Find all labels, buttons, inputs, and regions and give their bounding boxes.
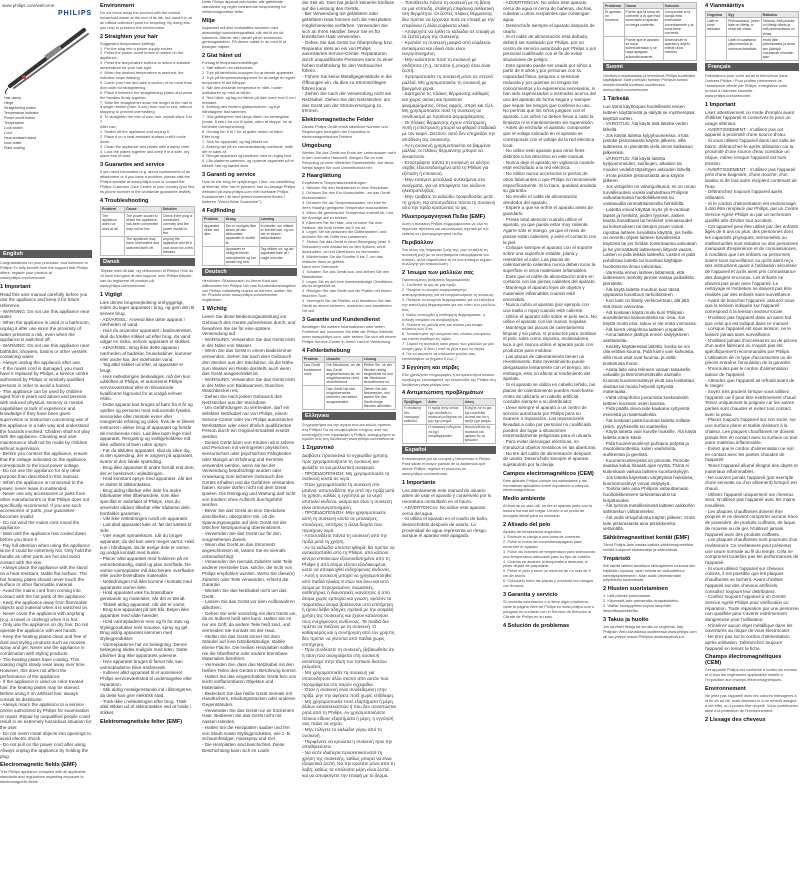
- dansk-straighten-title: 2 Glat håret ud: [202, 53, 242, 60]
- table-row: [203, 223, 297, 246]
- dansk-emf-text: Dette Philips apparat overholder alle gældende standarder og regler vedrørende eksponering for elektromagnetiske felter.: [202, 0, 288, 14]
- guarantee-text: If you need information e.g. about replacement of an attachment or if you have a problem, please visit the Philips website at www.philips.com or contact the Philips Customer Care Centre in your country (you find its phone number in the worldwide guarantee leaflet).: [100, 169, 196, 194]
- english-section-important: 1 Important: [0, 283, 31, 290]
- deutsch-important-title: 1 Wichtig: [202, 306, 227, 313]
- dansk-important-text: Læs denne brugsvejledning omhyggeligt, inden du tager apparatet i brug, og gem den til senere brug. - ADVARSEL: Anvend ikke dette apparat i nærheden af vand. - Hvis du anvender apparatet i badeværelset, skal du trække stikket ud efter brug, da vand udgør en risiko, selvom apparatet er slukket. - ADVARSEL: Brug ikke dette apparat i nærheden af badekar, brusekabiner, kummer eller andre kar, der indeholder vand. - Tag altid stikket ud efter, at apparatet er brugt. - Hvis netledningen beskadiges, må den kun udskiftes af Philips, et autoriseret Philips serviceværksted eller en tilsvarende kvalificeret fagmand for at undgå enhver risiko. - Dette apparat kan bruges af børn fra 8 år og opefter og personer med reducerede fysiske, sensoriske eller mentale evner eller manglende erfaring og viden, hvis de er blevet instrueret i sikker brug af apparatet og forstår de involverede risici. Lad ikke børn lege med apparatet. Rengøring og vedligeholdelse må ikke udføres af børn uden opsyn. - Før du tilslutter apparatet, skal du sikre dig, at den spænding, der er angivet på apparatet, svarer til den lokale spænding. - Brug ikke apparatet til andre formål end dem, der er beskrevet i vejledningen. - Hold konstant opsyn med apparatet, når det er sluttet til stikkontakten. - Brug aldrig tilbehør eller dele fra andre fabrikanter eller tilbehør/dele, som ikke specifikt er anbefalet af Philips. Hvis du anvender sådant tilbehør eller sådanne dele, bortfalder garantien. - Vikl ikke netledningen rundt om apparatet. - Lad altid apparatet køle af, før det sættes til side. - Vær meget opmærksom, når du bruger apparatet, da det kan være meget varmt. Hold kun i håndtaget, da de øvrige dele er varme, og undgå kontakt med huden. - Placer altid apparatet med holderen på en varmebestandig, stabil og plan overflade. De varme varmeplader må ikke berøre overfladen eller andre brændbare materialer. - Netledningen må ikke komme i kontakt med apparatets varme dele. - Hold apparatet væk fra brændbare genstande og materialer, når det er tændt. - Tildæk aldrig apparatet, når det er varmt. - Brug kun apparatet på tørt hår. Betjen ikke apparatet med våde hænder. - Hold varmepladerne rene og fri for støv og stylingprodukter som mousse, spray og gel. Brug aldrig apparatet sammen med stylingprodukter. - Varmepladerne har en belægning. Denne belægning slides muligvis med tiden. Dette påvirker dog ikke apparatets ydeevne. - Hvis apparatet bruges til farvet hår, kan varmepladerne blive misfarvede. - Indlever altid apparatet til et autoriseret Philips serviceværksted til undersøgelse eller reparation. - Stik aldrig metalgenstande ind i åbningerne, da dette kan give elektrisk stød. - Træk ikke i netledningen efter brug. Træk altid stikket ud af stikkontakten ved at holde i stikket.: [100, 299, 195, 716]
- table-header: Ongelma: [706, 12, 727, 18]
- table-cell: Pistorasiassa, johon laite on liitetty, ei ehkä ole virtaa.: [727, 18, 762, 37]
- table-row: [203, 246, 297, 265]
- table-row: [101, 236, 195, 255]
- table-cell: Das Gerät funktioniert nicht.: [303, 362, 325, 385]
- legend-item: Ionic outlet: [4, 141, 22, 145]
- dansk-guarantee-text: Hvis du har brug for oplysninger, f.eks. om udskiftning af tilbehør, eller har et problem, kan du besøge Philips' websted på www.philips.com eller kontakte Philips Kundecenter i dit land (telefonnummeret findes i folderen "World-Wide Guarantee").: [202, 179, 298, 204]
- table-header: Λύση: [463, 399, 495, 405]
- deutsch-emf-title: Elektromagnetische Felder: [302, 117, 374, 124]
- table-cell: The power socket to which the appliance has been connected may not be live.: [125, 213, 162, 236]
- suomi-troubleshooting-title: 4 Vianmääritys: [705, 3, 745, 9]
- table-row: [403, 424, 496, 443]
- table-cell: Die Steckdose, an die das Gerät angeschlossen ist, ist möglicherweise nicht stromführend.: [326, 363, 361, 385]
- table-header: Solution: [161, 206, 194, 212]
- table-header: Αιτία: [427, 399, 464, 405]
- greek-important-text: Διαβάστε προσεκτικά το εγχειρίδιο χρήσης πριν χρησιμοποιήσετε τη συσκευή και φυλάξτε το για μελλοντική αναφορά. - ΠΡΟΕΙΔΟΠΟΙΗΣΗ: Μη χρησιμοποιείτε τη συσκευή κοντά σε νερό. - Όταν χρησιμοποιείτε τη συσκευή στο μπάνιο, αποσυνδέστε την από την πρίζα μετά τη χρήση, καθώς η εγγύτητα με το νερό αποτελεί κίνδυνο, ακόμα και όταν η συσκευή είναι απενεργοποιημένη. - ΠΡΟΕΙΔΟΠΟΙΗΣΗ: Μην χρησιμοποιείτε αυτή τη συσκευή κοντά σε μπανιέρες, ντουζιέρες, νιπτήρες ή άλλα δοχεία που περιέχουν νερό. - Αποσυνδέετε πάντα τη συσκευή από την πρίζα μετά τη χρήση. - Αν το καλώδιο υποστεί φθορά, θα πρέπει να αντικατασταθεί από τη Philips, από κάποιο κέντρο επισκευών εξουσιοδοτημένο από τη Philips ή από άτομα εξίσου εξειδικευμένα, ώστε να αποφευχθεί ενδεχόμενος κίνδυνος. - Αυτή η συσκευή μπορεί να χρησιμοποιηθεί από παιδιά ηλικίας 8 ετών και άνω και από άτομα με περιορισμένες σωματικές, αισθητήριες ή διανοητικές ικανότητες ή από άτομα χωρίς εμπειρία και γνώση, εφόσον τα παραπάνω άτομα βρίσκονται υπό επιτήρηση ή έχουν λάβει οδηγίες σχετικά με την ασφαλή χρήση της συσκευής και έχουν κατανοήσει τους ενεχόμενους κινδύνους. Τα παιδιά δεν πρέπει να παίζουν με τη συσκευή. Ο καθαρισμός και η συντήρηση από τον χρήστη δεν πρέπει να γίνονται από παιδιά χωρίς επιτήρηση. - Πριν συνδέσετε τη συσκευή, βεβαιωθείτε ότι η τάση που αναγράφεται στη συσκευή αντιστοιχεί στην τάση του τοπικού δικτύου ρεύματος. - Μη χρησιμοποιείτε τη συσκευή για οποιονδήποτε άλλο σκοπό από αυτόν που περιγράφεται στο παρόν εγχειρίδιο. - Όταν η συσκευή είναι συνδεδεμένη στην πρίζα, μην την αφήνετε ποτέ χωρίς επίβλεψη. - Μη χρησιμοποιείτε ποτέ εξαρτήματα ή μέρη άλλων κατασκευαστών ή που δεν συνιστώνται ρητά από τη Philips. Αν χρησιμοποιήσετε τέτοιου είδους εξαρτήματα ή μέρη, η εγγύησή σας παύει να ισχύει. - Μην τυλίγετε το καλώδιο γύρω από τη συσκευή. - Περιμένετε να κρυώσει η συσκευή πριν την αποθηκεύσετε. - Να είστε ιδιαίτερα προσεκτικοί κατά τη χρήση της συσκευής, καθώς μπορεί να είναι εξαιρετικά ζεστή. Να την κρατάτε μόνο από τη λαβή, καθώς τα υπόλοιπα μέρη είναι ζεστά, και να αποφεύγετε την επαφή με το δέρμα.: [302, 453, 396, 778]
- suomi-guarantee-title: 3 Takuu ja huolto: [603, 616, 649, 623]
- dansk-guarantee-title: 3 Garanti og service: [202, 172, 256, 179]
- table-cell: Puede que la toma de corriente a la que está conectado el aparato no tenga corriente.: [624, 9, 663, 37]
- francais-intro: Félicitations pour votre achat et bienvenue dans l'univers Philips ! Pour profiter pleinement de l'assistance offerte par Philips, enregistrez votre produit à l'adresse suivante : www.philips.com/welcome.: [705, 72, 789, 98]
- suomi-emf-title: Sähkömagneettiset kentät (EMF): [603, 534, 690, 541]
- philips-logo: PHILIPS: [58, 10, 93, 17]
- column-2: [100, 0, 195, 881]
- greek-environment-title: Περιβάλλον: [402, 239, 434, 246]
- legend-item: Hair clamp: [4, 96, 22, 100]
- table-cell: [203, 246, 225, 265]
- francais-emf-text: Cet appareil Philips est conforme à toutes les normes et à tous les règlements applicables relatifs à l'exposition aux champs électromagnétiques.: [705, 667, 799, 683]
- table-row: [303, 386, 396, 409]
- parts-legend: [4, 96, 39, 151]
- deutsch-guarantee-text: Benötigen Sie weitere Informationen oder treten Probleme auf, besuchen Sie bitte die Philips Website unter www.philips.com, oder setzen Sie sich mit einem Philips Service-Center in Ihrem Land in Verbindung.: [302, 323, 397, 344]
- dansk-troubleshooting-title: 4 Fejlfinding: [202, 207, 235, 214]
- table-header: Ratkaisu: [761, 12, 798, 18]
- table-cell: [403, 424, 427, 443]
- environment-title: Environment: [100, 3, 135, 9]
- table-row: [604, 9, 697, 37]
- espanol-environment-text: Al final de su vida útil, no tire el aparato junto con la basura normal del hogar. Llévelo a un punto de recogida oficial para su reciclado.: [503, 503, 593, 519]
- miljo-title: Miljø: [202, 17, 215, 24]
- table-cell: Das Gerät hat sich möglicherweise überhitzt und selbst ausgeschaltet.: [325, 386, 362, 409]
- suomi-intro: Onnittelut ostoksestasi ja tervetuloa Philips-tuotteiden käyttäjäksi! Saat parhaan hyödyn Philipsin tuesta rekisteröimällä tuotteesi osoitteessa www.philips.com/welcome.: [603, 72, 697, 93]
- table-header: Πρόβλημα: [403, 399, 427, 405]
- table-header: Syy: [727, 12, 762, 18]
- table-cell: Apparatet virker slet ikke.: [203, 223, 225, 246]
- table-cell: Puede que el aparato se haya sobrecalentado y se haya apagado automáticamente.: [624, 37, 663, 60]
- column-6: [503, 0, 597, 881]
- espanol-troubleshooting-title: 4 Solución de problemas: [503, 622, 570, 629]
- legend-item: Straightening plates: [4, 106, 36, 110]
- deutsch-important-text: Lesen Sie diese Bedienungsanleitung vor Gebrauch des Geräts aufmerksam durch, und bewahren Sie sie für eine spätere Verwendung auf. - WARNUNG: Verwenden Sie das Gerät nicht in der Nähe von Wasser. - Wenn Sie das Gerät in einem Badezimmer verwenden, ziehen Sie nach dem Gebrauch den Stecker aus der Steckdose, da die Nähe zum Wasser ein Risiko darstellt, auch wenn das Gerät ausgeschaltet ist. - WARNUNG: Verwenden Sie das Gerät nicht in der Nähe von Badewannen, Duschen, Waschbecken etc. - Ziehen Sie nach jedem Gebrauch den Netzstecker aus der Steckdose. - Um Gefährdungen zu vermeiden, darf ein defektes Netzkabel nur von Philips, einem Service-Center oder von Philips autorisierten Werkstätten oder einer ähnlich qualifizierten Person durch ein Original-Ersatzteil ersetzt werden. - Dieses Gerät kann von Kindern ab 8 Jahren und Personen mit verringerten physischen, sensorischen oder psychischen Fähigkeiten oder Mangel an Erfahrung und Kenntnis verwendet werden, wenn sie bei der Verwendung beaufsichtigt wurden oder Anweisung zum sicheren Gebrauch des Geräts erhalten und die Gefahren verstanden haben. Kinder dürfen nicht mit dem Gerät spielen. Die Reinigung und Wartung darf nicht von Kindern ohne Aufsicht durchgeführt werden. - Bevor Sie das Gerät an eine Steckdose anschließen, überprüfen Sie, ob die Spannungsangabe auf dem Gerät mit der örtlichen Netzspannung übereinstimmt. - Verwenden Sie das Gerät nur für den vorgesehenen Zweck. - Wenn das Gerät an das Stromnetz angeschlossen ist, lassen Sie es niemals unbeaufsichtigt. - Verwenden Sie niemals Zubehör oder Teile anderer Hersteller bzw. solche, die nicht von Philips empfohlen wurden. Wenn Sie diese(s) Zubehör oder Teile verwenden, erlischt die Garantie. - Wickeln Sie das Netzkabel nicht um das Gerät. - Lassen Sie das Gerät vor dem Aufbewahren abkühlen. - Gehen Sie sehr vorsichtig mit dem Gerät um, da es äußerst heiß sein kann. Halten Sie es nur am Griff, da andere Teile heiß sind, und vermeiden Sie Kontakt mit der Haut. - Stellen Sie das Gerät immer mit dem Ständer auf eine hitzebeständige, stabile ebene Fläche. Die heißen Heizplatten sollten nie die Oberfläche oder andere brennbare Materialien berühren. - Vermeiden Sie, dass das Netzkabel mit den heißen Teilen des Geräts in Berührung kommt. - Halten Sie das eingeschaltete Gerät fern von leicht entflammbaren Objekten und Materialien. - Bedecken Sie das heiße Gerät niemals mit Handtüchern, Kleidungsstücken oder anderen Gegenständen. - Verwenden Sie das Gerät nur an trockenem Haar. Bedienen Sie das Gerät nicht mit nassen Händen. - Halten Sie die Heizplatten sauber und frei von Staub sowie Stylingprodukten, wie z. B. Schaumfestiger, Haarspray und Gel. - Die Heizplatten sind beschichtet. Diese Beschichtung kann sich im Laufe: [202, 314, 297, 753]
- table-header: Causa: [624, 3, 663, 9]
- francais-environment-title: Environnement: [705, 686, 746, 693]
- table-cell: Prüfen Sie, ob der Stecker richtig eingesteckt ist und die Steckdose stromführend ist.: [362, 362, 395, 385]
- francais-environment-text: Ne jetez pas l'appareil avec les ordures ménagères à la fin de sa vie, mais déposez-le à un endroit assigné à cet effet, où il pourra être recyclé. Vous contribuerez ainsi à la protection de l'environnement.: [705, 693, 800, 713]
- greek-environment-text: Στο τέλος της διάρκειας ζωής της, μην πετάξετε τη συσκευή μαζί με τα συνηθισμένα απορρίμματα του σπιτιού, αλλά παραδώστε τη σε ένα επίσημο σημείο συλλογής για ανακύκλωση.: [402, 246, 493, 267]
- espanol-emf-title: Campos electromagnéticos (CEM): [503, 470, 594, 477]
- table-cell: Η πρίζα στην οποία έχει συνδεθεί η συσκευή ενδέχεται να μην έχει ρεύμα.: [428, 406, 462, 424]
- espanol-environment-title: Medio ambiente: [503, 496, 546, 503]
- greek-troubleshooting-title: 4 Αντιμετώπιση προβλημάτων: [402, 390, 484, 397]
- environment-text: Do not throw away the product with the normal household waste at the end of its life, but hand it in at an official collection point for recycling. By doing this, you help to preserve the environment.: [100, 10, 193, 30]
- table-header: Cause: [125, 206, 162, 212]
- espanol-important-text: Lea atentamente este manual de usuario antes de usar el aparato y consérvelo por si necesitara consultarlo en el futuro. - ADVERTENCIA: No utilice este aparato cerca del agua. - Si utiliza el aparato en el cuarto de baño, desenchúfelo después de usarlo. La proximidad de agua representa un riesgo, aunque el aparato esté apagado.: [402, 487, 492, 539]
- dansk-emf-title: Elektromagnetiske felter (EMF): [100, 718, 183, 725]
- table-cell: Unplug the appliance and let it cool down for a few minutes.: [162, 237, 193, 255]
- straighten-title: 2 Straighten your hair: [100, 33, 158, 40]
- francais-important-title: 1 Important: [705, 101, 736, 108]
- espanol-guarantee-title: 3 Garantía y servicio: [503, 591, 558, 598]
- table-cell: Irrota laite pistorasiasta ja anna sen jäähtyä muutaman minuutin ajan.: [761, 37, 798, 60]
- table-header: Problem: [101, 206, 125, 212]
- dansk-intro: Tillykke med dit køb, og velkommen til Philips! Hvis du vil have fuld gavn af den support, som Philips tilbyder, kan du registrere dit produkt på www.philips.com/welcome.: [100, 267, 195, 288]
- table-cell: The appliance may have overheated and switched itself off.: [125, 236, 162, 255]
- legend-item: Hinge: [4, 101, 14, 105]
- language-header-deutsch: Deutsch: [202, 268, 297, 276]
- deutsch-straighten-steps: Empfohlene Temperatureinstellungen 1 Stecken Sie den Netzstecker in eine Steckdose. 2 Drücken Sie den Ein-/Ausschalter, um das Gerät einzuschalten. 3 Drücken Sie die Temperaturtasten, um eine für Ihren Haartyp geeignete Temperatur auszuwählen. 4 Wenn die gewünschte Temperatur erreicht ist, hört die Anzeige auf zu blinken. 5 Kämmen Sie Ihr Haar, und nehmen Sie eine Strähne, die nicht breiter als 5 cm ist. 6 Legen Sie sie zwischen die Glätterplatten, und drücken Sie die Griffe fest zusammen. 7 Ziehen Sie das Gerät in einer Bewegung (max. 5 Sekunden) vom Ansatz bis zu den Spitzen, ohne anzuhalten, um ein Überhitzen zu vermeiden. 8 Wiederholen Sie die Schritte 5 bis 7, um das restliche Haar zu glätten. Nach dem Gebrauch: 1 Schalten Sie das Gerät aus, und ziehen Sie den Netzstecker. 2 Legen Sie es auf eine hitzebeständige Oberfläche, bis es abgekühlt ist. 3 Reinigen Sie das Gerät und die Platten mit einem feuchten Tuch. 4 Verriegeln Sie die Platten, und bewahren Sie das Gerät an einem sicheren, trockenen und staubfreien Ort auf.: [302, 180, 394, 313]
- greek-important-continued: - Τοποθετείτε πάντα τη συσκευή με τη βάση σε μια επίπεδη, σταθερή επιφάνεια ανθεκτική στη θερμότητα. Οι ζεστές πλάκες θέρμανσης δεν πρέπει να έρχονται ποτέ σε επαφή με την επιφάνεια ή άλλα εύφλεκτα υλικά. - Αποφύγετε να έρθει το καλώδιο σε επαφή με τα ζεστά μέρη της συσκευής. - Κρατάτε τη συσκευή μακριά από εύφλεκτα αντικείμενα και υλικά όταν είναι ενεργοποιημένη. - Μην καλύπτετε ποτέ τη συσκευή με οτιδήποτε (π.χ. πετσέτα ή ρούχα) όταν είναι ζεστή. - Χρησιμοποιείτε τη συσκευή μόνο σε στεγνά μαλλιά. Μη χρησιμοποιείτε τη συσκευή με βρεγμένα χέρια. - Διατηρείτε τις πλάκες θέρμανσης καθαρές και χωρίς σκόνη και προϊόντα φορμαρίσματος, όπως αφρός, σπρέι και τζελ. Μη χρησιμοποιείτε ποτέ τη συσκευή σε συνδυασμό με προϊόντα φορμαρίσματος. - Οι πλάκες θέρμανσης έχουν επίστρωση. Αυτή η επίστρωση μπορεί να φθαρεί σταδιακά με τον καιρό. Ωστόσο, αυτό δεν επηρεάζει την απόδοση της συσκευής. - Αν η συσκευή χρησιμοποιείται σε βαμμένα μαλλιά, οι πλάκες θέρμανσης μπορεί να λεκιαστούν. - Επιστρέφετε πάντα τη συσκευή σε κέντρο σέρβις εξουσιοδοτημένο από τη Philips για εξέταση ή επισκευή. - Μην εισάγετε μεταλλικά αντικείμενα στα ανοίγματα, για να αποφύγετε τον κίνδυνο ηλεκτροπληξίας. - Μην τραβάτε το καλώδιο τροφοδοσίας μετά τη χρήση. Να αποσυνδέετε πάντα τη συσκευή από την πρίζα κρατώντας το φις.: [402, 0, 496, 211]
- table-cell: [303, 386, 325, 409]
- greek-emf-text: Αυτή η συσκευή Philips συμμορφώνεται με όλα τα ισχύοντα πρότυπα και κανονισμούς σχετικά με την έκθεση σε ηλεκτρομαγνητικά πεδία.: [402, 221, 490, 236]
- francais-emf-title: Champs électromagnétiques (CEM): [705, 654, 782, 667]
- espanol-straighten-steps: Ajustes de temperatura sugeridos 1 Enchufe la clavija a una toma de corriente. 2 Pulse el botón de encendido/apagado para encender el aparato. 3 Pulse los botones de temperatura para seleccionar una temperatura adecuada para su tipo de cabello. 4 Cuando se alcance la temperatura deseada, el piloto dejará de parpadear. 5 Peine el pelo y tome un mechón de no más de 5 cm de ancho. 6 Colóquelo entre las placas y presione los mangos con firmeza.: [503, 529, 596, 589]
- language-header-english: English: [0, 250, 92, 258]
- greek-important-title: 1 Σημαντικό: [302, 445, 334, 452]
- english-emf-title: Electromagnetic fields (EMF): [0, 762, 77, 769]
- table-header: Lösung: [362, 356, 395, 362]
- table-row: [706, 37, 799, 60]
- greek-emf-title: Ηλεκτρομαγνητικά Πεδία (EMF): [402, 214, 485, 221]
- greek-guarantee-text: Εάν χρειάζεστε πληροφορίες ή αντιμετωπίζετε κάποιο πρόβλημα, επισκεφτείτε την ιστοσελίδα της Philips στη διεύθυνση www.philips.com.: [402, 371, 497, 387]
- suomi-important-text: Lue tämä käyttöopas huolellisesti ennen laitteen käyttämistä ja säilytä se myöhempää käyttöä varten. - VAROITUS: Älä käytä tätä laitetta veden lähellä. - Jos käytät laitetta kylpyhuoneessa, irrota pistoke pistorasiasta käytön jälkeen, sillä laitteessa on jännitettä vielä virran katkaisun jälkeenkin. - VAROITUS: Älä käytä laitetta kylpyammeiden, suihkujen, altaiden tai muiden vedellä täytettyjen astioiden lähellä. - Irrota pistoke pistorasiasta aina käytön jälkeen. - Jos virtajohto on vahingoittunut, se on oman turvallisuutesi vuoksi vaihdettava Philipsin valtuuttamassa huoltoliikkeessä tai vastaavalla ammattitaitoisella henkilöllä. - Laitetta voivat käyttää myös yli 8-vuotiaat lapset ja henkilöt, joiden fyysiset, aistien kautta havaittavat tai henkiset ominaisuudet tai kokemuksen tai tietojen puute voivat rajoittaa laitteen turvallista käyttöä, jos heille on annettu ohjeet laitteen turvallisesta käytöstä tai jos heidän toimintaansa valvotaan ja he ymmärtävät laitteeseen liittyvät vaarat. Lasten ei pidä leikkiä laitteella. Lasten ei pidä puhdistaa laitetta tai suorittaa käyttäjän huoltotoimia ilman valvontaa. - Varmista ennen laitteen liittämistä, että laitteeseen merkitty jännite vastaa paikallista jännitettä. - Älä käytä laitetta muuhun kuin tässä oppaassa kuvattuun tarkoitukseen. - Kun laite on liitetty verkkovirtaan, älä jätä sitä ilman valvontaa. - Älä koskaan käytä muita kuin Philipsin suosittelemia lisävarusteita tai -osia. Jos käytät muita osia, takuu ei ole enää voimassa. - Älä kierrä virtajohtoa laitteen ympärille. - Anna laitteen jäähtyä ennen säilytykseen asettamista. - Keskity käyttäessäsi laitetta, koska se voi olla erittäin kuuma. Pidä kiinni vain kahvasta, sillä muut osat ovat kuumia, ja vältä kosketusta ihoon. - Aseta laite aina telineen varaan tasaiselle, vakaalle ja lämmönkestävälle alustalle. Kuumat kuumennuslevyt eivät saa koskettaa alustaa tai muuta helposti syttyvää materiaalia. - Vältä virtajohdon joutumista kosketuksiin laitteen kuumien osien kanssa. - Pidä päällä oleva laite kaukana syttyvistä esineistä ja materiaaleista. - Älä koskaan peitä kuumaa laitetta millään (esim. pyyhkeellä tai vaatteella). - Käytä laitetta vain kuiville hiuksille. Älä käytä laitetta märin käsin. - Pidä kuumennuslevyt puhtaina pölystä ja muotoilutuotteista, kuten vaahdosta, suihkeesta ja geelistä. - Kuumennuslevyissä on pinnoite. Pinnoite saattaa kulua hitaasti ajan myötä. Tämä ei kuitenkaan vaikuta laitteen suorituskykyyn. - Jos laitetta käytetään värjätyissä hiuksissa, kuumennuslevyt voivat värjäytyä. - Toimita laite aina Philipsin valtuuttamaan huoltoliikkeeseen tarkistettavaksi tai korjattavaksi. - Älä työnnä metalliesineitä laitteen aukkoihin sähköiskun välttämiseksi. - Älä vedä virtajohdosta käytön jälkeen. Irrota laite pistorasiasta aina pistokkeesta vetämällä.: [603, 104, 697, 532]
- legend-item: Temperature: [4, 121, 25, 125]
- espanol-guarantee-text: Si necesita información o si tiene algún problema, visite la página Web de Philips en www.philips.com o póngase en contacto con el Servicio de Atención al Cliente de Philips en su país.: [503, 598, 596, 619]
- table-cell: [604, 37, 625, 60]
- table-cell: El aparato no funciona.: [604, 9, 625, 37]
- dansk-important-title: 1 Vigtigt: [100, 291, 122, 298]
- legend-item: Power on/off button: [4, 116, 36, 120]
- suomi-guarantee-text: Jos tarvitset tietoja tai sinulla on ongelmia, käy Philipsin Web-sivustossa osoitteessa www.philips.com tai ota yhteys maasi Philipsin asiakaspalveluun.: [603, 623, 698, 639]
- espanol-emf-text: Este aparato Philips cumple los estándares y las normativas aplicables sobre exposición a campos electromagnéticos.: [503, 477, 590, 493]
- table-cell: Laite ei toimi lainkaan.: [706, 18, 727, 37]
- troubleshooting-title: 4 Troubleshooting: [100, 197, 149, 204]
- deutsch-important-continued: der Zeit ab. Dies hat jedoch keinerlei Einfluss auf die Leistung des Geräts. - Bei Verwendung mit gefärbtem oder gefärbtem Haar können sich die Heizplatten möglicherweise verfärben. Verwenden Sie sich an Ihren Händler, bevor Sie es für künstliches Haar verwenden. - Geben Sie das Gerät zur Überprüfung bzw. Reparatur stets an ein von Philips autorisiertes Service-Center. Reparaturen durch unqualifizierte Personen kann zu einer hohen Gefährdung für den Verbraucher führen. - Führen Sie keine Metallgegenstände in die Öffnungen ein, da dies zu Stromschlägen führen kann. - Ziehen Sie nach der Verwendung nicht am Netzkabel. Ziehen Sie den Netzstecker, um das Gerät von der Stromversorgung zu trennen.: [302, 0, 394, 114]
- table-cell: [706, 37, 727, 60]
- dansk-straighten-steps: Forslag til temperaturindstillinger 1 Sæt stikket i en stikkontakt. 2 Tryk på tænd/sluk-knappen for at tænde apparatet. 3 Tryk på temperaturknapperne for at vælge en egnet temperatur til din hårtype. 4 Når den ønskede temperatur er nået, holder indikatoren op med at blinke. 5 Red håret, og tag en hårlok på ikke mere end 5 cm i bredden. 6 Anbring den mellem glattepladerne, og tryk håndtagene fast sammen. 7 Glid glattejernet ned langs håret i én bevægelse (maks. 5 sek.) fra rod til spids, uden at stoppe, for at forhindre overophedning. 8 Gentag trin 5 til 7 for at glatte resten af håret. Efter brug: 1 Sluk for apparatet, og tag stikket ud. 2 Anbring det på en varmebestandig overflade, indtil det er kølet af. 3 Rengør apparatet og pladerne med en fugtig klud. 4 Lås pladerne sammen, og opbevar apparatet på et sikkert, tørt og støvfrit sted.: [202, 60, 296, 169]
- table-row: [604, 37, 697, 60]
- language-header-francais: Français: [705, 63, 799, 71]
- table-cell: Compruebe si la clavija está enchufada correctamente y la toma tiene corriente.: [663, 9, 696, 37]
- legend-item: Lock switch: [4, 126, 23, 130]
- dansk-troubleshooting-table: [202, 216, 297, 266]
- suomi-straighten-steps: 1 Liitä pistoke pistorasiaan. 2 Käynnistä laite painamalla virtapainiketta. 3 Valitse hiustyypillesi sopiva lämpötila lämpötilapainikkeilla.: [603, 593, 679, 614]
- espanol-important-title: 1 Importante: [402, 479, 436, 486]
- deutsch-troubleshooting-table: [302, 356, 396, 410]
- suomi-emf-text: Tämä Philips-laite vastaa kaikkia sähkömagneettisia kenttiä koskevia standardeja ja säännöksiä.: [603, 541, 695, 552]
- table-cell: [101, 236, 125, 255]
- legend-item: Cord: [4, 131, 12, 135]
- suomi-straighten-title: 2 Hiusten suoristaminen: [603, 586, 668, 593]
- deutsch-straighten-title: 2 Haarglättung: [302, 173, 342, 180]
- deutsch-intro: Herzlichen Glückwunsch zu Ihrem Kauf und willkommen bei Philips! Um das Kundendienstangebot von Philips vollständig nutzen zu können, sollten Sie Ihr Produkt unter www.philips.com/welcome registrieren.: [202, 277, 297, 303]
- table-cell: Laite on saattanut ylikuumentua ja sammua itsestään.: [727, 37, 762, 60]
- english-emf-text: This Philips appliance complies with all applicable standards and regulations regarding exposure to electromagnetic fields.: [0, 769, 87, 785]
- straighten-steps: Suggested temperature settings 1 Put the plug into a power supply socket. 2 Press the power on/off button to switch on the appliance. 3 Press the temperature buttons to select a suitable temperature for your hair type. 4 When the desired temperature is reached, the indicator stops flashing. 5 Comb your hair and take a section of no more than 5cm wide for straightening. 6 Place it between the straightening plates and press the handles firmly together. 7 Slide the straightener down the length of the hair in a single motion (max. 5 sec) from root to end, without stopping to prevent overheating. 8 To straighten the rest of your hair, repeat steps 5 to 7. After use: 1 Switch off the appliance and unplug it. 2 Place it on a heat-resistant surface until it cools down. 3 Clean the appliance and plates with a damp cloth. 4 Lock the plates together and keep it in a safe, dry place free of dust.: [100, 40, 193, 159]
- deutsch-guarantee-title: 3 Garantie und Kundendienst: [302, 316, 381, 323]
- espanol-important-continued: - ADVERTENCIA: No utilice este aparato cerca de agua ni cerca de bañeras, duchas, cubetas u otros recipientes que contengan agua. - Desenchufe siempre el aparato después de usarlo. - Si el cable de alimentación está dañado, deberá ser sustituido por Philips, por un centro de servicio autorizado por Philips o por personal cualificado con el fin de evitar situaciones de peligro. - Este aparato puede ser usado por niños a partir de 8 años y por personas con su capacidad física, psíquica o sensorial reducida y por quienes no tengan los conocimientos y la experiencia necesarios, si han sido supervisados o instruidos acerca del uso del aparato de forma segura y siempre que sepan los riesgos que conlleva su uso. No permita que los niños jueguen con el aparato. Los niños no deben llevar a cabo la limpieza ni el mantenimiento sin supervisión. - Antes de enchufar el aparato, compruebe que el voltaje indicado en el aparato se corresponde con el voltaje de la red eléctrica local. - No utilice este aparato para otros fines distintos a los descritos en este manual. - Nunca deje el aparato sin vigilancia cuando esté enchufado a la red eléctrica. - No utilice nunca accesorios ni piezas de otros fabricantes o que Philips no recomiende específicamente. Si lo hace, quedará anulada su garantía. - No enrolle el cable de alimentación alrededor del aparato. - Espere a que se enfríe el aparato antes de guardarlo. - Preste total atención cuando utilice el aparato, ya que puede estar muy caliente. Agarre sólo el mango, ya que el resto de piezas están calientes, y evite el contacto con la piel. - Coloque siempre el aparato con el soporte sobre una superficie estable, plana y resistente al calor. Las placas de calentamiento calientes nunca deben tocar la superficie ni otros materiales inflamables. - Evite que el cable de alimentación entre en contacto con las piezas calientes del aparato. - Mantenga el aparato lejos de objetos y materiales inflamables cuando esté encendido. - Nunca cubra el aparato (por ejemplo con una toalla o ropa) cuando esté caliente. - Utilice el aparato sólo sobre el pelo seco. No utilice el aparato con las manos mojadas. - Mantenga las placas de calentamiento limpias y sin polvo, ni productos para moldear el pelo, tales como espuma, moldeadores, laca o gel. Nunca utilice el aparato junto con productos para moldear. - Las placas de calentamiento tienen un revestimiento. Este revestimiento puede desgastarse lentamente con el tiempo. Sin embargo, esto no afecta al rendimiento del aparato. - Si el aparato se utiliza en cabello teñido, las placas de calentamiento pueden mancharse. Antes de utilizarlo en cabello artificial, consulte siempre a su distribuidor. - Lleve siempre el aparato a un centro de servicio autorizado por Philips para su examen o reparación. Las reparaciones llevadas a cabo por personal no cualificado pueden dar lugar a situaciones extremadamente peligrosas para el usuario. - Para evitar descargas eléctricas, no introduzca objetos metálicos en las aberturas. - No tire del cable de alimentación después de usarlo. Desenchufe siempre el aparato sujetándolo por la clavija.: [503, 0, 597, 467]
- deutsch-environment-text: Werfen Sie das Gerät am Ende der Lebensdauer nicht in den normalen Hausmüll. Bringen Sie es zum Recycling zu einer offiziellen Sammelstelle. Auf diese Weise tragen Sie zum Umweltschutz bei.: [302, 149, 397, 170]
- table-header: Solución: [663, 3, 696, 9]
- table-header: Problema: [604, 3, 625, 9]
- greek-straighten-title: 2 Ίσιωμα των μαλλιών σας: [402, 270, 474, 277]
- table-cell: Ελέγξτε ότι το φις έχει συνδεθεί σωστά και ότι η πρίζα έχει ρεύμα.: [463, 405, 495, 424]
- espanol-intro: Enhorabuena por su compra y bienvenido a Philips. Para sacar el mayor partido de la asistencia que ofrece Philips, registre el producto en www.philips.com/welcome.: [402, 456, 493, 476]
- table-cell: Αποσυνδέστε τη συσκευή και αφήστε τη να κρυώσει.: [463, 424, 495, 443]
- legend-item: Heat-resistant stand: [4, 136, 37, 140]
- espanol-troubleshooting-table: [603, 2, 697, 61]
- table-cell: The appliance does not work at all.: [101, 213, 125, 236]
- straightener-illustration: [4, 22, 92, 94]
- column-1: [0, 0, 92, 881]
- table-cell: Apparatet er muligvis blevet overophedet og har slukket sig selv.: [224, 246, 259, 265]
- greek-troubleshooting-table: [402, 398, 496, 444]
- table-header: Løsning: [259, 216, 296, 222]
- column-4: [302, 0, 396, 881]
- espanol-straighten-title: 2 Alisado del pelo: [503, 522, 551, 529]
- troubleshooting-table: [100, 206, 195, 256]
- table-row: [303, 362, 396, 385]
- table-cell: Check if the plug is connected correctly and the power socket is live.: [161, 213, 194, 236]
- guarantee-title: 3 Guarantee and service: [100, 162, 165, 169]
- table-cell: Tag stikket ud, og lad apparatet køle af i nogle minutter.: [259, 246, 296, 265]
- english-important-text: Read this user manual carefully before you use the appliance and keep it for future reference. - WARNING: Do not use this appliance near water. - When the appliance is used in a bathroom, unplug it after use since the proximity of water presents a risk, even when the appliance is switched off. - WARNING: Do not use this appliance near bathtubs, showers, basins or other vessels containing water. - Always unplug the appliance after use. - If the mains cord is damaged, you must have it replaced by Philips, a service centre authorised by Philips or similarly qualified persons in order to avoid a hazard. - This appliance can be used by children aged from 8 years and above and persons with reduced physical, sensory or mental capabilities or lack of experience and knowledge if they have been given supervision or instruction concerning use of the appliance in a safe way and understand the hazards involved. Children shall not play with the appliance. Cleaning and user maintenance shall not be made by children without supervision. - Before you connect the appliance, ensure that the voltage indicated on the appliance corresponds to the local power voltage. - Do not use the appliance for any other purpose than described in this manual. - When the appliance is connected to the power, never leave it unattended. - Never use any accessories or parts from other manufacturers or that Philips does not specifically recommend. If you use such accessories or parts, your guarantee becomes invalid. - Do not wind the mains cord round the appliance. - Wait until the appliance has cooled down before you store it. - Pay full attention when using the appliance since it could be extremely hot. Only hold the handle as other parts are hot and avoid contact with the skin. - Always place the appliance with the stand on a heat-resistant, stable flat surface. The hot heating plates should never touch the surface or other flammable material. - Avoid the mains cord from coming into contact with the hot parts of the appliance. - Keep the appliance away from flammable objects and material when it is switched on. - Never cover the appliance with anything (e.g. a towel or clothing) when it is hot. - Only use the appliance on dry hair. Do not operate the appliance with wet hands. - Keep the heating plates clean and free of dust and styling products such as mousse, spray and gel. Never use the appliance in combination with styling products. - The heating plates have coating. This coating might slowly wear away over time. However, this does not affect the performance of the appliance. - If the appliance is used on color-treated hair, the heating plates may be stained. Before using it on artificial hair, always consult its distributor. - Always return the appliance to a service centre authorized by Philips for examination or repair. Repair by unqualified people could result in an extremely hazardous situation for the user. - Do not insert metal objects into openings to avoid electric shock. - Do not pull on the power cord after using. Always unplug the appliance by holding the plug.: [0, 291, 92, 759]
- column-8: [705, 0, 799, 881]
- deutsch-emf-text: Dieses Philips Gerät erfüllt sämtliche Normen und Regelungen bezüglich der Exposition in elektromagnetischen Feldern.: [302, 124, 389, 139]
- table-cell: Η συσκευή δεν λειτουργεί καθόλου.: [403, 405, 427, 424]
- table-cell: Ziehen Sie den Netzstecker, und lassen Sie das Gerät einige Minuten abkühlen.: [362, 386, 395, 409]
- francais-important-text: Lisez attentivement ce mode d'emploi avant d'utiliser l'appareil et conservez-le pour un usage ultérieur. - AVERTISSEMENT : n'utilisez pas cet appareil à proximité d'une source d'eau. - Si vous utilisez l'appareil dans une salle de bains, débranchez-le après utilisation car la proximité d'une source d'eau constitue un risque, même lorsque l'appareil est hors tension. - AVERTISSEMENT : n'utilisez pas l'appareil près d'une baignoire, d'une douche, d'un lavabo ni de tout autre récipient contenant de l'eau. - Débranchez toujours l'appareil après utilisation. - Si le cordon d'alimentation est endommagé, il doit être remplacé par Philips, par un Centre Service Agréé Philips ou par un technicien qualifié afin d'éviter tout accident. - Cet appareil peut être utilisé par des enfants âgés de 8 ans ou plus, des personnes dont les capacités physiques, sensorielles ou intellectuelles sont réduites ou des personnes manquant d'expérience et de connaissances, à condition que ces enfants ou personnes soient sous surveillance ou qu'ils aient reçu des instructions quant à l'utilisation sécurisée de l'appareil et qu'ils aient pris connaissance des dangers encourus. Les enfants ne doivent pas jouer avec l'appareil. Le nettoyage et l'entretien ne doivent pas être réalisés par des enfants sans surveillance. - Avant de brancher l'appareil, assurez-vous que la tension indiquée sur l'appareil correspond à la tension secteur locale. - N'utilisez pas l'appareil dans un autre but que celui qui est indiqué dans ce manuel. - Lorsque l'appareil est sous tension, ne le laissez jamais sans surveillance. - N'utilisez jamais d'accessoires ou de pièces d'un autre fabricant ou n'ayant pas été spécifiquement recommandés par Philips. L'utilisation de ce type d'accessoires ou de pièces entraîne l'annulation de la garantie. - N'enroulez pas le cordon d'alimentation autour de l'appareil. - Attendez que l'appareil ait refroidi avant de le ranger. - Soyez très prudent lorsque vous utilisez l'appareil car il peut être extrêmement chaud. Tenez uniquement la poignée car les autres parties sont chaudes et évitez tout contact avec la peau. - Placez toujours l'appareil sur son socle, sur une surface plane et stable résistant à la chaleur. Les plaques chauffantes ne doivent jamais être en contact avec la surface ou tout autre matériau inflammable. - Évitez que le cordon d'alimentation ne soit en contact avec les parties chaudes de l'appareil. - Tenez l'appareil allumé éloigné des objets et matériaux inflammables. - Ne couvrez jamais l'appareil (par exemple d'une serviette ou d'un vêtement) lorsqu'il est chaud. - Utilisez l'appareil uniquement sur cheveux secs. N'utilisez pas l'appareil avec les mains mouillées. - Les plaques chauffantes doivent être propres et ne doivent comporter aucune trace de poussière, de produits coiffants, de laque, de mousse ou de gel. N'utilisez jamais l'appareil avec des produits coiffants. - Les plaques chauffantes sont pourvues d'un revêtement. Ce revêtement peut présenter une usure normale au fil du temps. Cela ne compromet toutefois pas les performances de l'appareil. - Si vous utilisez l'appareil sur cheveux colorés, il est possible que les plaques chauffantes se tachent. Avant d'utiliser l'appareil sur des cheveux artificiels, consultez toujours leur distributeur. - Confiez toujours l'appareil à un Centre Service Agréé Philips pour vérification ou réparation. Toute réparation par une personne non qualifiée peut s'avérer extrêmement dangereuse pour l'utilisateur. - N'insérez aucun objet métallique dans les ouvertures au risque de vous électrocuter. - Ne tirez pas sur le cordon d'alimentation après utilisation. Débranchez toujours l'appareil en tenant la fiche.: [705, 109, 799, 651]
- table-row: [403, 405, 496, 424]
- table-cell: Tarkista, että pistoke on liitetty oikein ja että pistorasiassa on virtaa.: [761, 18, 798, 37]
- language-header-greek: Ελληνικα: [302, 412, 396, 420]
- language-header-espanol: Español: [402, 446, 496, 454]
- language-header-suomi: Suomi: [603, 63, 697, 71]
- deutsch-environment-title: Umgebung: [302, 142, 332, 149]
- legend-item: Plate coating: [4, 146, 25, 150]
- miljo-text: Apparatet må ikke bortskaffes sammen med almindeligt husholdningsaffald, når det til sin tid kasseres. Aflever det i stedet på en kommunal genbrugsstation. På denne måde er du med til at beskytte miljøet.: [202, 24, 288, 50]
- table-header: Problem: [303, 356, 325, 362]
- suomi-environment-title: Ympäristö: [603, 555, 631, 562]
- brand-url: www.philips.com/welcome: [2, 3, 55, 8]
- column-5: [402, 0, 496, 881]
- table-cell: Der er muligvis ikke strøm på den stikkontakt, apparatet er sluttet til.: [224, 223, 259, 246]
- greek-guarantee-title: 3 Εγγύηση και σέρβις: [402, 364, 460, 371]
- column-7: [603, 0, 697, 881]
- francais-straighten-title: 2 Lissage des cheveux: [705, 716, 766, 723]
- table-header: Årsag: [224, 216, 259, 222]
- table-row: [706, 18, 799, 37]
- suomi-important-title: 1 Tärkeää: [603, 96, 629, 103]
- table-header: Problem: [203, 216, 225, 222]
- suomi-troubleshooting-table: [705, 11, 799, 61]
- english-intro: Congratulations on your purchase, and welcome to Philips! To fully benefit from the support that Philips offers, register your product at www.philips.com/welcome.: [0, 260, 90, 280]
- greek-intro: Συγχαρητήρια για την αγορά σας και καλώς ορίσατε στη Philips! Για να επωφεληθείτε πλήρως από την υποστήριξη που προσφέρει η Philips, καταχωρήστε το προϊόν σας στη διεύθυνση www.philips.com/welcome.: [302, 421, 397, 442]
- language-header-dansk: Dansk: [100, 258, 195, 266]
- greek-straighten-steps: Προτεινόμενες ρυθμίσεις θερμοκρασίας 1 Συνδέστε το φις σε μια πρίζα. 2 Πατήστε το κουμπί ενεργοποίησης/απενεργοποίησης για να ενεργοποιήσετε τη συσκευή. 3 Πατήστε τα κουμπιά θερμοκρασίας για να επιλέξετε την κατάλληλη θερμοκρασία για τον τύπο των μαλλιών σας. 4 Μόλις επιτευχθεί η επιθυμητή θερμοκρασία, η ένδειξη σταματά να αναβοσβήνει. 5 Χτενίστε τα μαλλιά σας και πιάστε μια τούφα πλάτους έως 5 εκ. 6 Τοποθετήστε την ανάμεσα στις πλάκες ισιώματος και πιέστε σταθερά τις λαβές. 7 Σύρετε τη συσκευή κατά μήκος των μαλλιών με μία κίνηση (μέγ. 5 δευτ.) από τη ρίζα προς τις άκρες. 8 Για να ισιώσετε τα υπόλοιπα μαλλιά σας, επαναλάβετε τα βήματα 5 έως 7.: [402, 277, 496, 361]
- table-row: [101, 213, 195, 236]
- table-cell: Η συσκευή ενδέχεται να έχει υπερθερμανθεί.: [427, 424, 464, 443]
- column-3: [202, 0, 297, 881]
- deutsch-troubleshooting-title: 4 Fehlerbehebung: [302, 347, 351, 354]
- table-header: Ursache: [325, 356, 362, 362]
- suomi-environment-text: Älä hävitä laitetta tavallisen talousjätteen mukana sen käyttöiän lopussa, vaan toimita se valtuutettuun kierrätyspisteeseen. Näin autat vähentämään ympäristön kuormitusta.: [603, 562, 697, 583]
- legend-item: Temperature indicator: [4, 111, 39, 115]
- table-cell: Kontrollér, om stikket er korrekt isat, og om der er strøm i stikkontakten.: [259, 223, 296, 246]
- table-cell: Desenchufe el aparato y déjelo enfriar unos minutos.: [663, 37, 696, 60]
